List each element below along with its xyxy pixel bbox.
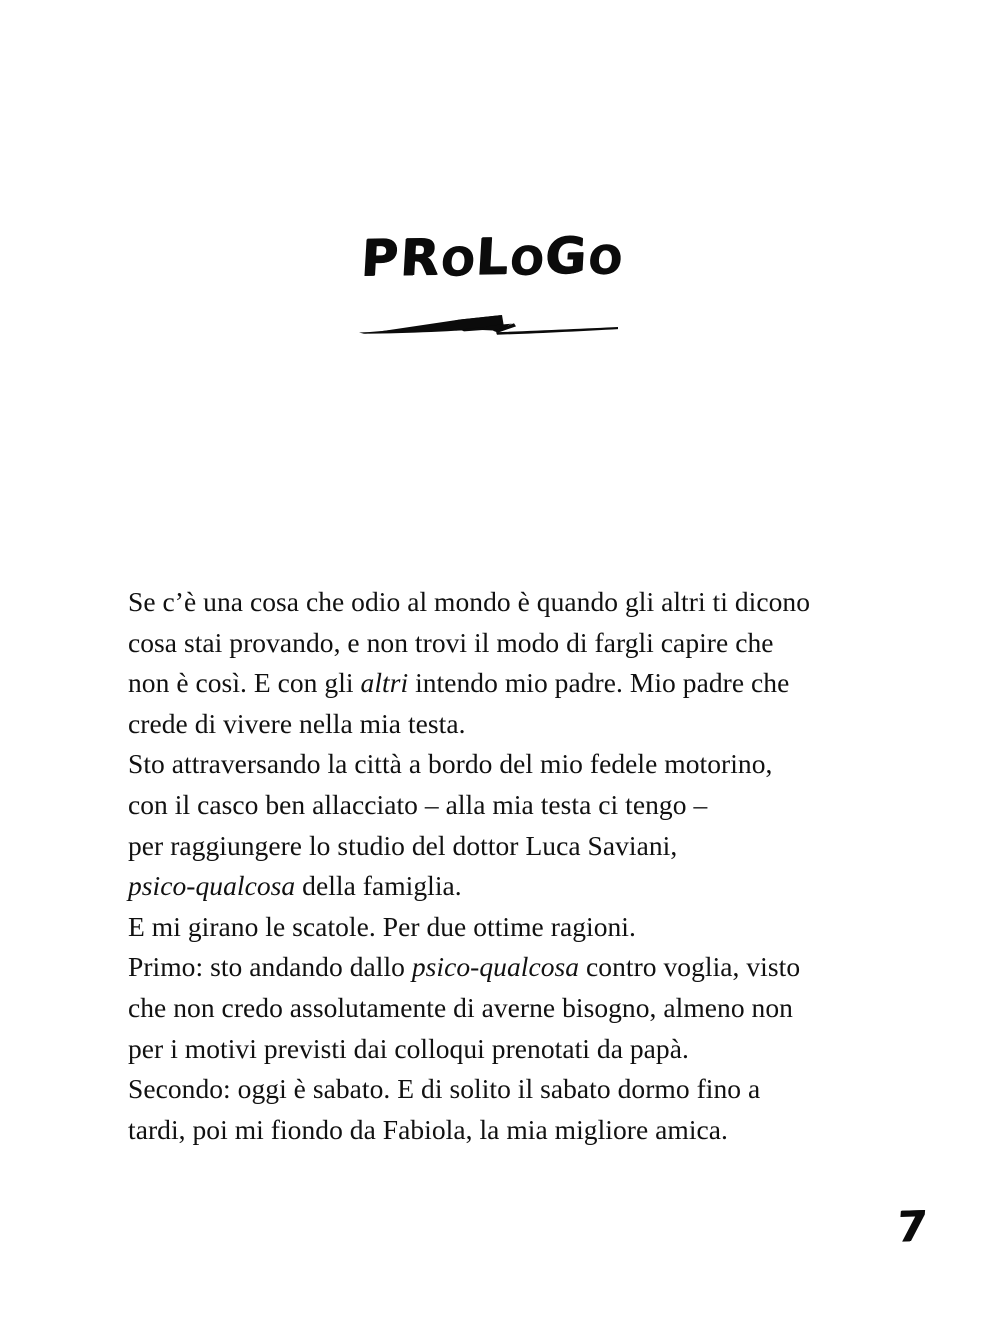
paragraph — [128, 1069, 858, 1150]
text-line: psico-qualcosa della famiglia. — [128, 870, 462, 902]
text-line: Primo: sto andando dallo psico-qualcosa contro voglia, visto — [128, 951, 801, 983]
text-line: tardi, poi mi fiondo da Fabiola, la mia migliore amica. — [128, 1113, 728, 1145]
page-number: 7 — [895, 1201, 929, 1252]
title-segment-cap-2: L — [474, 227, 513, 287]
title-segment-o-3: O — [587, 238, 625, 284]
text-line: Secondo: oggi è sabato. E di solito il sabato dormo fino a — [128, 1073, 761, 1105]
title-segment-cap-3: G — [543, 226, 591, 286]
chapter-heading — [0, 226, 982, 288]
paragraph — [128, 947, 858, 1069]
text-line: Se c’è una cosa che odio al mondo è quando gli altri ti dicono — [128, 586, 811, 617]
text-line: che non credo assolutamente di averne bisogno, almeno non — [128, 991, 793, 1023]
paragraph — [128, 907, 858, 948]
text-line: Sto attraversando la città a bordo del mio fedele motorino, — [128, 748, 773, 780]
text-line: non è così. E con gli altri intendo mio padre. Mio padre che — [128, 667, 790, 699]
text-line: con il casco ben allacciato – alla mia testa ci tengo – — [128, 788, 708, 820]
page-title — [359, 226, 625, 288]
paragraph — [128, 744, 858, 906]
text-line: per i motivi previsti dai colloqui prenotati da papà. — [128, 1032, 689, 1064]
body-text — [128, 582, 858, 1150]
text-line: E mi girano le scatole. Per due ottime ragioni. — [128, 910, 636, 942]
paragraph — [128, 582, 858, 744]
title-segment-o-2: O — [508, 239, 547, 285]
text-line: cosa stai provando, e non trovi il modo di fargli capire che — [128, 626, 774, 658]
text-line: per raggiungere lo studio del dottor Luca Saviani, — [128, 829, 678, 861]
text-line: crede di vivere nella mia testa. — [128, 707, 466, 739]
title-flourish-icon — [356, 306, 622, 344]
title-segment-cap-1: PR — [359, 228, 444, 288]
title-segment-o-1: O — [439, 240, 478, 286]
